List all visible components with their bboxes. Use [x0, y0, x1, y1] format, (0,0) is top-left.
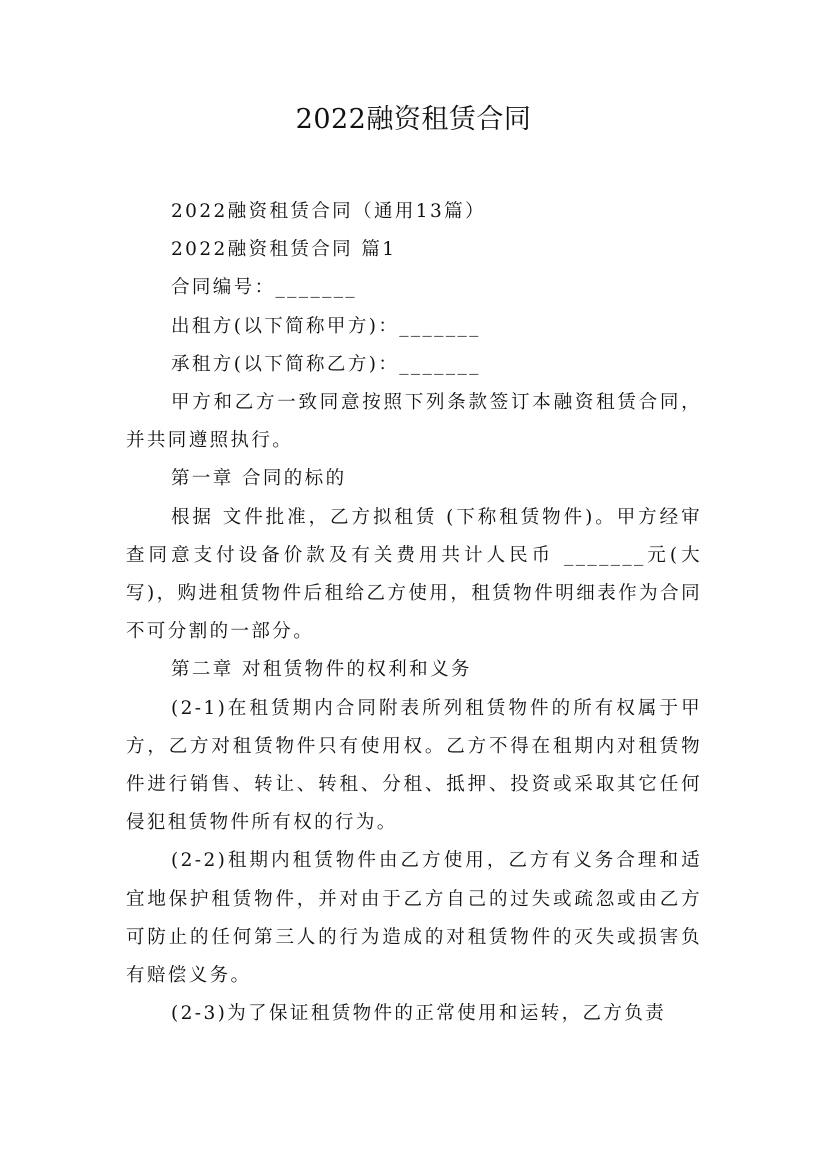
paragraph-lessee: 承租方(以下简称乙方)：_______	[171, 353, 481, 375]
paragraph-chapter-2-heading: 第二章 对租赁物件的权利和义务	[171, 659, 472, 681]
paragraph-clause-2-1: (2-1)在租赁期内合同附表所列租赁物件的所有权属于甲方，乙方对租赁物件只有使用权。乙方不得在租期内对租赁物件进行销售、转让、转租、分租、抵押、投资或采取其它任何侵犯租赁物件所有权的行为。	[126, 697, 702, 834]
paragraph-subtitle: 2022融资租赁合同（通用13篇）	[171, 201, 486, 222]
document-title: 2022融资租赁合同	[295, 104, 532, 135]
paragraph-chapter-1-heading: 第一章 合同的标的	[171, 468, 347, 490]
paragraph-section-heading: 2022融资租赁合同 篇1	[171, 239, 397, 261]
document-body	[126, 193, 702, 1033]
paragraph-chapter-1-body: 根据 文件批准，乙方拟租赁 (下称租赁物件)。甲方经审查同意支付设备价款及有关费用共计人民币 _______元(大写)，购进租赁物件后租给乙方使用，租赁物件明细表作为合同不可分割的一部分。	[126, 506, 702, 643]
paragraph-clause-2-3: (2-3)为了保证租赁物件的正常使用和运转，乙方负责	[171, 1003, 667, 1025]
paragraph-contract-number: 合同编号：_______	[171, 277, 358, 299]
paragraph-lessor: 出租方(以下简称甲方)：_______	[171, 315, 481, 337]
paragraph-clause-2-2: (2-2)租期内租赁物件由乙方使用，乙方有义务合理和适宜地保护租赁物件，并对由于乙方自己的过失或疏忽或由乙方可防止的任何第三人的行为造成的对租赁物件的灭失或损害负有赔偿义务。	[126, 850, 702, 987]
paragraph-agreement: 甲方和乙方一致同意按照下列条款签订本融资租赁合同，并共同遵照执行。	[126, 392, 702, 452]
